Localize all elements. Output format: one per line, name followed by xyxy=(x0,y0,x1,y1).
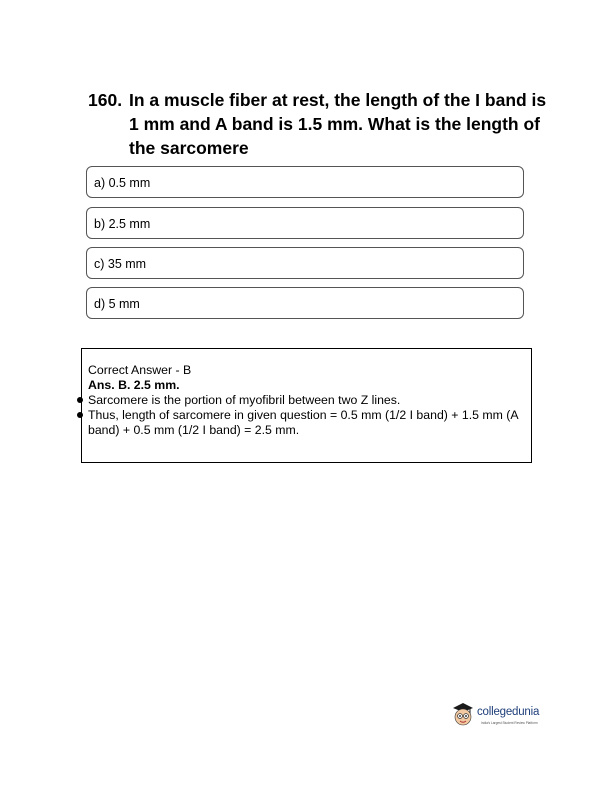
option-b[interactable] xyxy=(86,207,524,239)
answer-bullet xyxy=(88,393,525,408)
option-d-label: d) 5 mm xyxy=(94,297,140,311)
option-c-label: c) 35 mm xyxy=(94,257,147,271)
question-block xyxy=(88,88,548,160)
mascot-icon xyxy=(452,702,474,728)
answer-bullet xyxy=(88,408,525,438)
bullet-icon xyxy=(77,397,83,403)
option-c[interactable] xyxy=(86,247,524,279)
question-number: 160. xyxy=(88,90,123,110)
option-b-label: b) 2.5 mm xyxy=(94,217,151,231)
question-text: In a muscle fiber at rest, the length of the I band is 1 mm and A band is 1.5 mm. What is the length of the sarcomere xyxy=(129,90,547,158)
option-a[interactable] xyxy=(86,166,524,198)
option-a-label: a) 0.5 mm xyxy=(94,176,151,190)
bullet-icon xyxy=(77,412,83,418)
answer-bullet-text: Sarcomere is the portion of myofibril between two Z lines. xyxy=(88,393,401,407)
answer-box xyxy=(81,348,532,463)
answer-bullet-text: Thus, length of sarcomere in given question = 0.5 mm (1/2 I band) + 1.5 mm (A band) + 0.5 mm (1/2 I band) = 2.5 mm. xyxy=(88,408,518,437)
option-d[interactable] xyxy=(86,287,524,319)
logo-name: collegedunia xyxy=(477,706,540,718)
collegedunia-logo[interactable] xyxy=(452,700,562,730)
answer-heading: Ans. B. 2.5 mm. xyxy=(88,378,180,392)
logo-tagline: India's Largest Student Review Platform xyxy=(481,721,538,725)
correct-answer: Correct Answer - B xyxy=(88,363,192,377)
